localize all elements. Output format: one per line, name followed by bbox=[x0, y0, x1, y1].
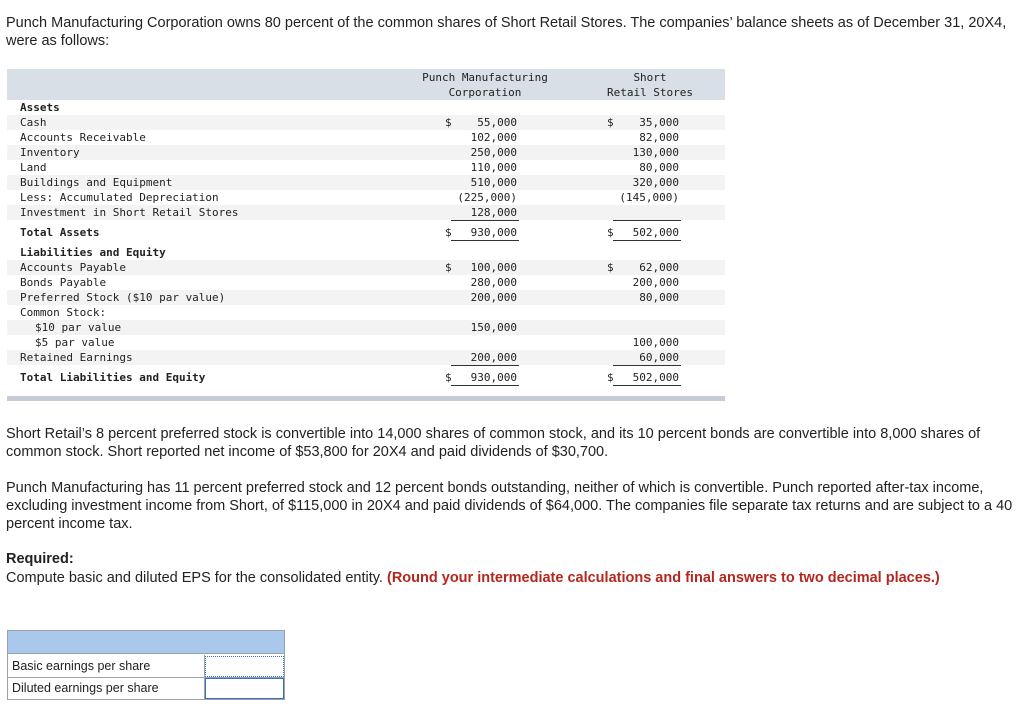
answer-table-header bbox=[8, 631, 284, 654]
table-row: Inventory 250,000 130,000 bbox=[20, 146, 679, 159]
total-rule bbox=[451, 385, 519, 386]
table-row: Preferred Stock ($10 par value) 200,000 80,000 bbox=[20, 291, 679, 304]
table-row: Common Stock: bbox=[20, 306, 107, 319]
intro-paragraph: Punch Manufacturing Corporation owns 80 percent of the common shares of Short Retail Stores. The companies’ balance sheets as of December 31, 20X4, were as follows: bbox=[6, 15, 1007, 49]
currency-sign: $ bbox=[607, 226, 614, 239]
table-row: $10 par value 150,000 bbox=[35, 321, 517, 334]
subtotal-rule bbox=[451, 365, 519, 366]
total-rule bbox=[451, 240, 519, 241]
answer-row-basic bbox=[8, 655, 284, 678]
currency-sign: $ bbox=[445, 371, 452, 384]
diluted-eps-input[interactable] bbox=[205, 678, 284, 699]
rounding-note: (Round your intermediate calculations and final answers to two decimal places.) bbox=[387, 570, 940, 586]
convertible-paragraph: Short Retail’s 8 percent preferred stock is convertible into 14,000 shares of common stock, and its 10 percent bonds are convertible into 8,000 shares of common stock. Short reported net income of $53,800 for 20X4 and paid dividends of $30,700. bbox=[6, 426, 981, 460]
table-row: $5 par value 100,000 bbox=[35, 336, 679, 349]
required-title: Required: bbox=[6, 551, 74, 567]
required-body: Compute basic and diluted EPS for the consolidated entity. (Round your intermediate calculations and final answers to two decimal places.) bbox=[6, 570, 940, 586]
table-row: Less: Accumulated Depreciation (225,000) (145,000) bbox=[20, 191, 679, 204]
basic-eps-input[interactable] bbox=[205, 656, 284, 677]
punch-paragraph: Punch Manufacturing has 11 percent preferred stock and 12 percent bonds outstanding, neither of which is convertible. Punch reported after-tax income, excluding investment income from Short, of $115,000 in 20X4 and paid dividends of $64,000. The companies file separate tax returns and are subject to a 40 percent income tax. bbox=[6, 480, 1013, 532]
answer-table bbox=[7, 630, 285, 700]
table-header bbox=[7, 69, 725, 100]
currency-sign: $ bbox=[445, 116, 452, 129]
table-row: Investment in Short Retail Stores 128,000 bbox=[20, 206, 517, 219]
currency-sign: $ bbox=[445, 261, 452, 274]
header-punch: Punch Manufacturing Corporation bbox=[422, 71, 548, 99]
table-row bbox=[7, 245, 725, 260]
answer-row-diluted bbox=[8, 677, 284, 700]
total-rule bbox=[613, 385, 681, 386]
table-row bbox=[7, 100, 725, 115]
table-row: Total Liabilities and Equity $ 930,000 $ 502,000 bbox=[20, 371, 679, 384]
currency-sign: $ bbox=[607, 371, 614, 384]
balance-sheet-table bbox=[7, 69, 725, 402]
table-footer-bar bbox=[7, 396, 725, 401]
header-short: Short Retail Stores bbox=[606, 71, 694, 99]
currency-sign: $ bbox=[607, 116, 614, 129]
basic-eps-label: Basic earnings per share bbox=[12, 659, 151, 673]
liabilities-heading: Liabilities and Equity bbox=[20, 246, 166, 259]
subtotal-rule bbox=[613, 365, 681, 366]
table-row: Total Assets $ 930,000 $ 502,000 bbox=[20, 226, 679, 239]
currency-sign: $ bbox=[445, 226, 452, 239]
table-row: Cash $ 55,000 $ 35,000 bbox=[20, 116, 679, 129]
subtotal-rule bbox=[613, 220, 681, 221]
table-row: Retained Earnings 200,000 60,000 bbox=[20, 351, 679, 364]
currency-sign: $ bbox=[607, 261, 614, 274]
table-row: Land 110,000 80,000 bbox=[20, 161, 679, 174]
table-row: Bonds Payable 280,000 200,000 bbox=[20, 276, 679, 289]
subtotal-rule bbox=[451, 220, 519, 221]
table-row: Accounts Payable $ 100,000 $ 62,000 bbox=[20, 261, 679, 274]
table-row: Buildings and Equipment 510,000 320,000 bbox=[20, 176, 679, 189]
table-row: Accounts Receivable 102,000 82,000 bbox=[20, 131, 679, 144]
total-rule bbox=[613, 240, 681, 241]
diluted-eps-label: Diluted earnings per share bbox=[12, 681, 159, 695]
assets-heading: Assets bbox=[20, 101, 60, 114]
